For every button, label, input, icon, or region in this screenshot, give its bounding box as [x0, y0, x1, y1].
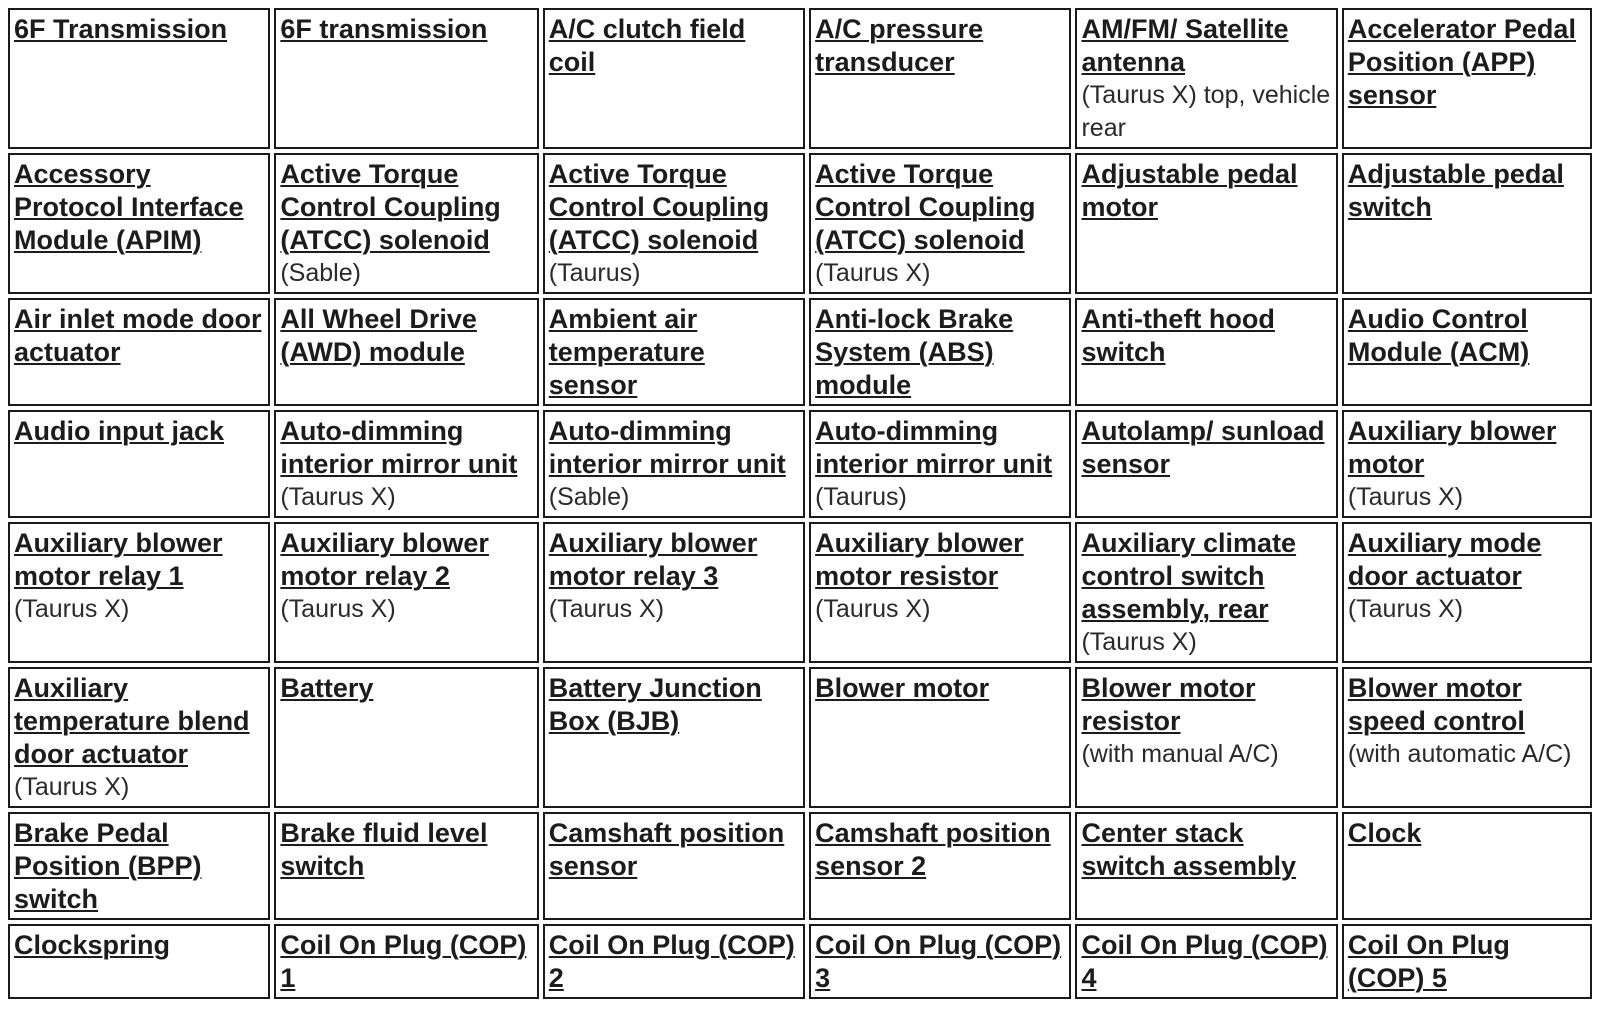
component-link[interactable]: Auxiliary temperature blend door actuator — [14, 673, 250, 769]
component-note: (Taurus X) top, vehicle rear — [1081, 81, 1331, 142]
table-cell — [8, 924, 270, 999]
component-link[interactable]: Auto-dimming interior mirror unit — [815, 416, 1053, 479]
component-link[interactable]: Battery — [280, 673, 374, 703]
component-link[interactable]: Auxiliary blower motor relay 3 — [548, 528, 758, 591]
table-cell — [809, 410, 1071, 518]
component-link[interactable]: Battery Junction Box (BJB) — [548, 673, 762, 736]
component-link[interactable]: Anti-lock Brake System (ABS) module — [815, 304, 1014, 400]
table-cell — [1342, 522, 1592, 663]
table-cell — [809, 8, 1071, 149]
table-cell — [1342, 924, 1592, 999]
table-cell — [274, 298, 538, 406]
table-cell — [1075, 153, 1337, 294]
component-link[interactable]: 6F Transmission — [14, 14, 228, 44]
table-cell — [274, 667, 538, 808]
component-link[interactable]: Brake fluid level switch — [280, 818, 488, 881]
table-row — [8, 812, 1592, 920]
table-row — [8, 153, 1592, 294]
component-index-table — [4, 4, 1596, 1003]
component-note: (Taurus) — [548, 259, 641, 287]
component-link[interactable]: Clock — [1347, 818, 1422, 848]
table-cell — [1342, 8, 1592, 149]
component-link[interactable]: Air inlet mode door actuator — [14, 304, 262, 367]
table-row — [8, 8, 1592, 149]
component-link[interactable]: Blower motor resistor — [1081, 673, 1256, 736]
table-cell — [1342, 410, 1592, 518]
table-row — [8, 667, 1592, 808]
table-cell — [274, 924, 538, 999]
component-link[interactable]: Active Torque Control Coupling (ATCC) solenoid — [280, 159, 501, 255]
component-link[interactable]: Camshaft position sensor 2 — [815, 818, 1051, 881]
component-link[interactable]: Center stack switch assembly — [1081, 818, 1297, 881]
table-cell — [809, 812, 1071, 920]
component-note: (Sable) — [548, 483, 630, 511]
table-cell — [543, 924, 805, 999]
component-note: (Taurus X) — [548, 595, 665, 623]
table-cell — [543, 410, 805, 518]
component-note: (Taurus X) — [1347, 483, 1464, 511]
component-link[interactable]: Audio input jack — [14, 416, 225, 446]
component-link[interactable]: Coil On Plug (COP) 4 — [1081, 930, 1328, 993]
component-note: (Taurus X) — [1347, 595, 1464, 623]
component-link[interactable]: All Wheel Drive (AWD) module — [280, 304, 477, 367]
component-link[interactable]: Camshaft position sensor — [548, 818, 785, 881]
table-row — [8, 522, 1592, 663]
table-cell — [274, 812, 538, 920]
table-cell — [8, 667, 270, 808]
table-cell — [543, 667, 805, 808]
component-link[interactable]: Coil On Plug (COP) 5 — [1347, 930, 1510, 993]
table-cell — [809, 153, 1071, 294]
table-cell — [809, 667, 1071, 808]
component-link[interactable]: A/C clutch field coil — [548, 14, 746, 77]
table-cell — [543, 812, 805, 920]
component-link[interactable]: Blower motor — [815, 673, 990, 703]
table-cell — [809, 298, 1071, 406]
table-cell — [543, 8, 805, 149]
component-link[interactable]: Coil On Plug (COP) 3 — [815, 930, 1062, 993]
component-note: (Taurus X) — [14, 595, 130, 623]
component-note: (Taurus X) — [1081, 628, 1197, 656]
table-cell — [543, 522, 805, 663]
table-cell — [274, 522, 538, 663]
component-note: (with manual A/C) — [1081, 740, 1279, 768]
component-link[interactable]: Autolamp/ sunload sensor — [1081, 416, 1325, 479]
table-cell — [8, 8, 270, 149]
component-note: (Taurus X) — [815, 259, 931, 287]
component-link[interactable]: A/C pressure transducer — [815, 14, 984, 77]
table-cell — [543, 153, 805, 294]
table-cell — [1075, 667, 1337, 808]
component-link[interactable]: Coil On Plug (COP) 2 — [548, 930, 795, 993]
component-link[interactable]: Auxiliary blower motor relay 1 — [14, 528, 223, 591]
component-link[interactable]: Accessory Protocol Interface Module (APIM) — [14, 159, 244, 255]
component-link[interactable]: Blower motor speed control — [1347, 673, 1525, 736]
table-cell — [1075, 522, 1337, 663]
component-link[interactable]: AM/FM/ Satellite antenna — [1081, 14, 1289, 77]
table-cell — [1342, 153, 1592, 294]
table-cell — [8, 410, 270, 518]
component-link[interactable]: Adjustable pedal motor — [1081, 159, 1298, 222]
component-link[interactable]: Active Torque Control Coupling (ATCC) solenoid — [815, 159, 1036, 255]
component-link[interactable]: Auxiliary blower motor — [1347, 416, 1557, 479]
component-note: (Taurus) — [815, 483, 907, 511]
table-cell — [1075, 298, 1337, 406]
component-link[interactable]: Coil On Plug (COP) 1 — [280, 930, 527, 993]
component-note: (Taurus X) — [280, 595, 396, 623]
table-cell — [543, 298, 805, 406]
table-cell — [1342, 667, 1592, 808]
table-cell — [1075, 410, 1337, 518]
component-note: (Taurus X) — [280, 483, 396, 511]
component-link[interactable]: Auxiliary mode door actuator — [1347, 528, 1542, 591]
component-link[interactable]: Auxiliary blower motor resistor — [815, 528, 1024, 591]
component-link[interactable]: Brake Pedal Position (BPP) switch — [14, 818, 202, 914]
component-link[interactable]: Clockspring — [14, 930, 171, 960]
table-cell — [8, 522, 270, 663]
table-row — [8, 410, 1592, 518]
component-link[interactable]: 6F transmission — [280, 14, 488, 44]
component-note: (Sable) — [280, 259, 361, 287]
table-cell — [8, 298, 270, 406]
component-link[interactable]: Audio Control Module (ACM) — [1347, 304, 1530, 367]
component-link[interactable]: Ambient air temperature sensor — [548, 304, 705, 400]
component-note: (Taurus X) — [14, 773, 130, 801]
component-link[interactable]: Adjustable pedal switch — [1347, 159, 1564, 222]
table-row — [8, 298, 1592, 406]
component-link[interactable]: Auto-dimming interior mirror unit — [280, 416, 518, 479]
component-link[interactable]: Auxiliary climate control switch assembly, rear — [1081, 528, 1297, 624]
table-cell — [274, 8, 538, 149]
component-link[interactable]: Anti-theft hood switch — [1081, 304, 1275, 367]
component-link[interactable]: Active Torque Control Coupling (ATCC) solenoid — [548, 159, 770, 255]
table-row — [8, 924, 1592, 999]
table-cell — [1075, 812, 1337, 920]
table-cell — [809, 924, 1071, 999]
component-link[interactable]: Auxiliary blower motor relay 2 — [280, 528, 489, 591]
table-cell — [1075, 8, 1337, 149]
table-cell — [8, 153, 270, 294]
component-note: (Taurus X) — [815, 595, 931, 623]
table-cell — [274, 410, 538, 518]
component-note: (with automatic A/C) — [1347, 740, 1572, 768]
table-cell — [8, 812, 270, 920]
table-cell — [1342, 812, 1592, 920]
table-cell — [274, 153, 538, 294]
component-link[interactable]: Auto-dimming interior mirror unit — [548, 416, 786, 479]
table-cell — [1342, 298, 1592, 406]
component-link[interactable]: Accelerator Pedal Position (APP) sensor — [1347, 14, 1576, 110]
table-cell — [1075, 924, 1337, 999]
table-cell — [809, 522, 1071, 663]
